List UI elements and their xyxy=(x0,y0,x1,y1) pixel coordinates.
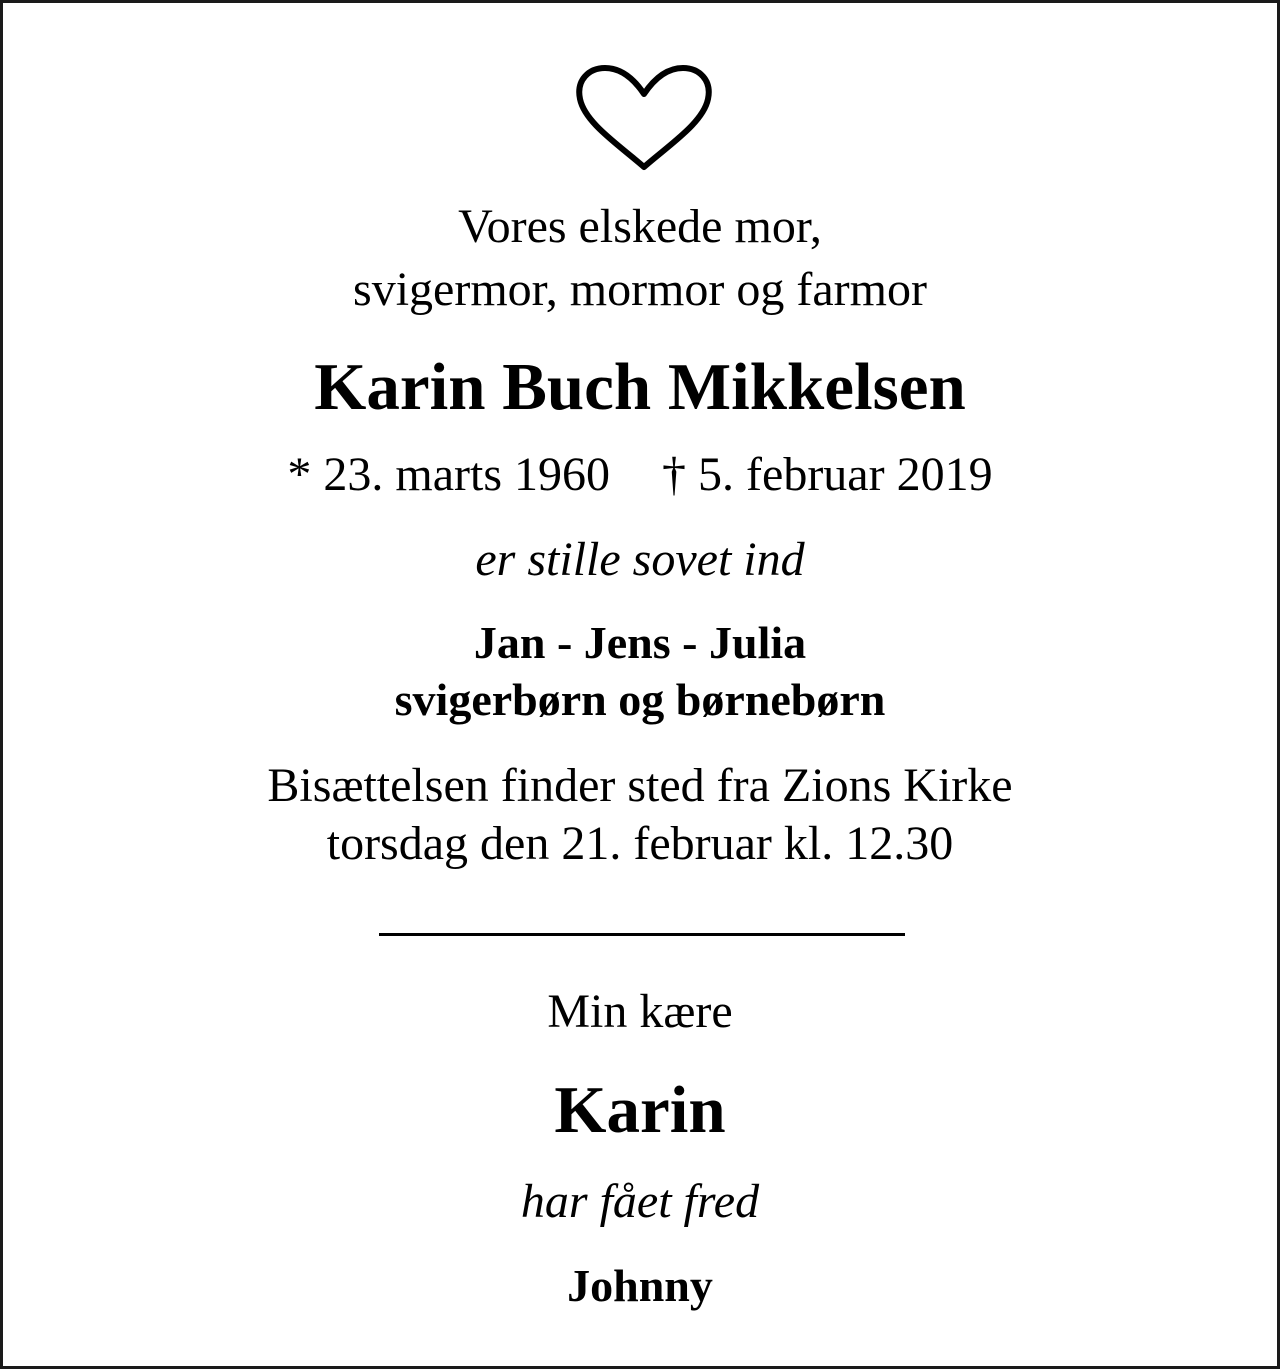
intro-line-1: Vores elskede mor, xyxy=(458,200,822,253)
heart-icon xyxy=(573,63,715,175)
second-notice-phrase: har fået fred xyxy=(520,1175,760,1228)
deceased-name: Karin Buch Mikkelsen xyxy=(314,350,966,424)
funeral-location: Bisættelsen finder sted fra Zions Kirke xyxy=(267,759,1013,812)
second-notice-intro: Min kære xyxy=(547,985,733,1038)
dates-row xyxy=(3,448,1277,501)
intro-line-2: svigermor, mormor og farmor xyxy=(353,263,927,316)
section-divider xyxy=(379,933,905,936)
family-names: Jan - Jens - Julia xyxy=(473,617,807,668)
family-relatives: svigerbørn og børnebørn xyxy=(394,674,886,725)
birth-date: * 23. marts 1960 xyxy=(287,448,611,501)
second-notice-signature: Johnny xyxy=(567,1260,713,1311)
passing-phrase: er stille sovet ind xyxy=(475,533,805,586)
death-date: † 5. februar 2019 xyxy=(662,448,993,501)
second-notice-name: Karin xyxy=(554,1073,726,1147)
funeral-time: torsdag den 21. februar kl. 12.30 xyxy=(326,817,954,870)
